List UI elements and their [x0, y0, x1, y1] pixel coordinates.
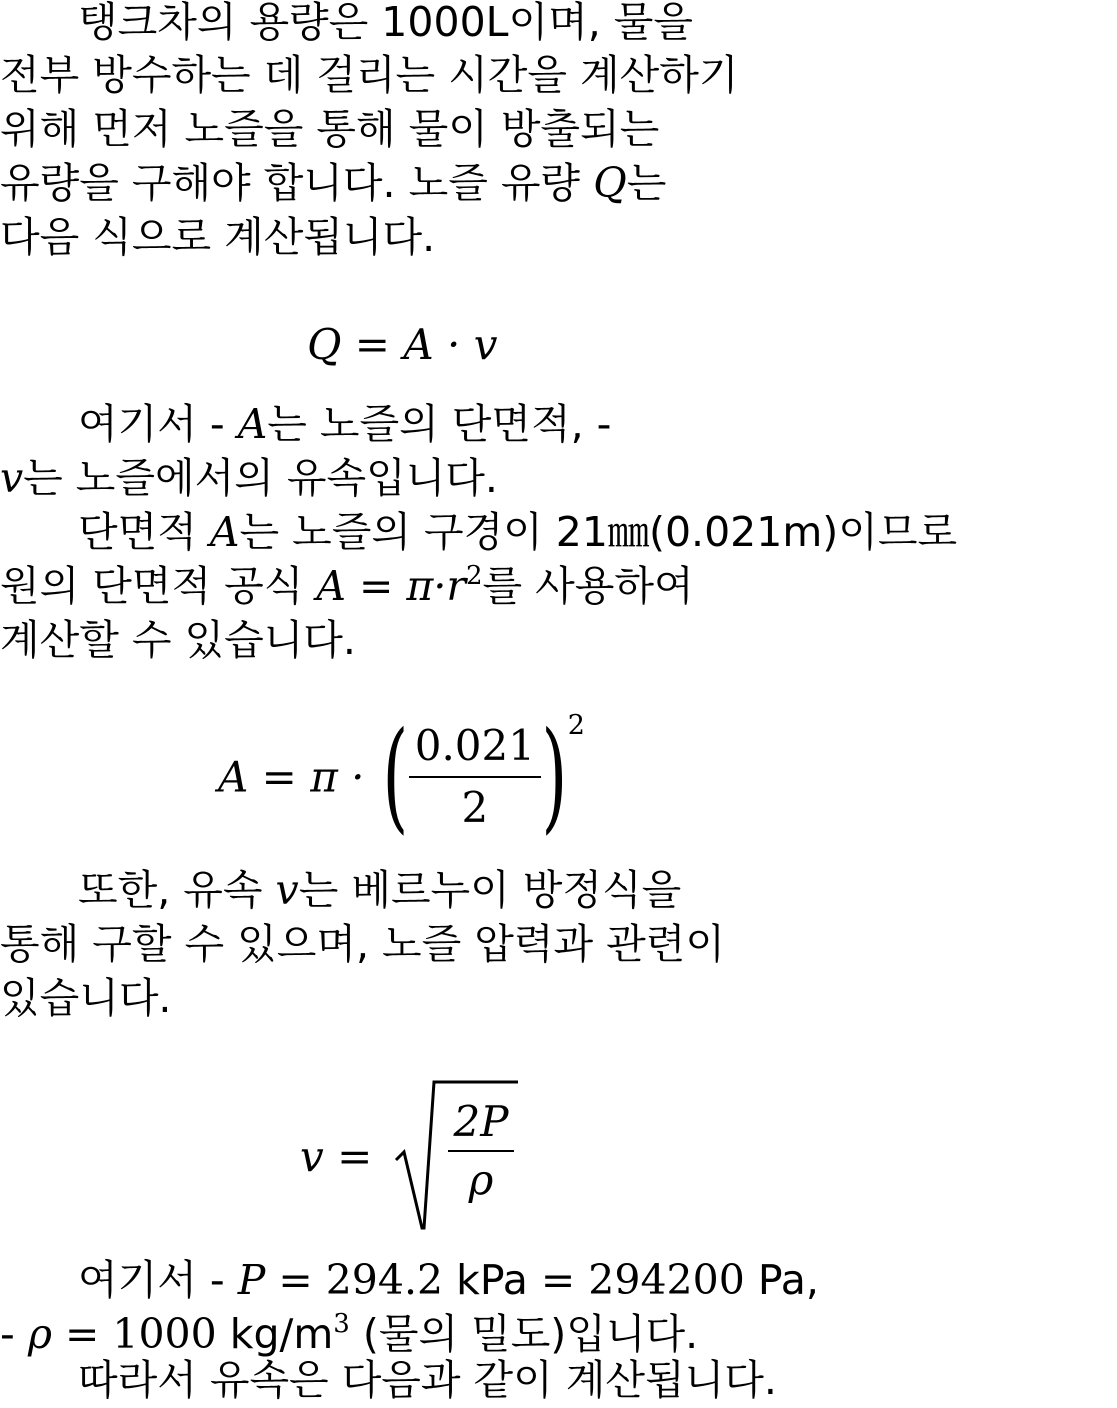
paragraph-1-line-4: [0, 155, 666, 211]
paragraph-1-line-1: 탱크차의 용량은 1000L이며, 물을: [78, 0, 693, 46]
paragraph-1-line-5: 다음 식으로 계산됩니다.: [0, 213, 436, 261]
text-segment: ,: [805, 1256, 819, 1304]
text-segment: 는 노즐의 단면적, -: [267, 400, 612, 448]
text-segment: 를 사용하여: [482, 562, 694, 610]
equation-area: [218, 707, 585, 846]
text-segment: 또한, 유속: [78, 866, 276, 914]
variable-rho: ρ: [27, 1310, 52, 1358]
variable-p: P: [237, 1256, 266, 1304]
paragraph-1-line-3: 위해 먼저 노즐을 통해 물이 방출되는: [0, 105, 660, 153]
area-numerator: 0.021: [409, 716, 541, 778]
paragraph-4-line-2: 통해 구할 수 있으며, 노즐 압력과 관련이: [0, 920, 725, 968]
text-segment: 는 베르누이 방정식을: [298, 866, 682, 914]
area-formula-exponent: 2: [465, 561, 483, 591]
variable-a: A: [209, 508, 240, 556]
text-segment: 는 노즐에서의 유속입니다.: [23, 454, 498, 502]
area-fraction: [409, 716, 541, 838]
paragraph-5-line-3: 따라서 유속은 다음과 같이 계산됩니다.: [78, 1356, 777, 1404]
variable-v: v: [275, 866, 299, 914]
paragraph-4-line-3: 있습니다.: [0, 974, 172, 1022]
velocity-numerator: 2P: [448, 1094, 514, 1152]
text-segment: 원의 단면적 공식: [0, 562, 317, 610]
area-formula: A = π·r: [316, 562, 466, 610]
left-paren: (: [382, 707, 409, 846]
velocity-fraction: [448, 1094, 514, 1208]
text-segment: (물의 밀도)입니다.: [349, 1310, 699, 1358]
text-segment: -: [0, 1310, 28, 1358]
unit-kpa: kPa: [456, 1256, 528, 1304]
paragraph-2-line-1: [78, 396, 611, 452]
text-segment: 여기서 -: [78, 400, 238, 448]
text-segment: 는 노즐의 구경이 21㎜(0.021m)이므로: [239, 508, 958, 556]
paragraph-5-line-1: [78, 1252, 819, 1308]
area-lhs: A = π ·: [218, 752, 365, 802]
text-segment: 는: [626, 159, 667, 207]
velocity-denominator: ρ: [468, 1155, 494, 1204]
equation-velocity: [300, 1080, 530, 1230]
unit-kg-m3: kg/m: [229, 1310, 334, 1358]
paragraph-3-line-2: [0, 558, 694, 614]
area-exponent: 2: [567, 710, 585, 741]
equation-flow-rate: Q = A · v: [307, 320, 498, 369]
variable-q: Q: [593, 159, 627, 207]
area-denominator: 2: [461, 783, 489, 832]
paragraph-1-line-2: 전부 방수하는 데 걸리는 시간을 계산하기: [0, 51, 739, 99]
paragraph-3-line-1: [78, 504, 957, 560]
unit-pa: Pa: [757, 1256, 806, 1304]
density-value: = 1000: [51, 1310, 230, 1358]
pressure-kpa: = 294.2: [265, 1256, 457, 1304]
text-segment: 여기서 -: [78, 1256, 238, 1304]
pressure-pa: = 294200: [527, 1256, 758, 1304]
right-paren: ): [541, 707, 568, 846]
velocity-lhs: v =: [300, 1132, 373, 1181]
unit-exponent: 3: [333, 1309, 350, 1339]
text-segment: 유량을 구해야 합니다. 노즐 유량: [0, 159, 594, 207]
paragraph-4-line-1: [78, 862, 681, 918]
variable-a: A: [237, 400, 268, 448]
paragraph-3-line-3: 계산할 수 있습니다.: [0, 616, 356, 664]
text-segment: 단면적: [78, 508, 210, 556]
paragraph-2-line-2: [0, 450, 498, 506]
variable-v: v: [0, 454, 24, 502]
